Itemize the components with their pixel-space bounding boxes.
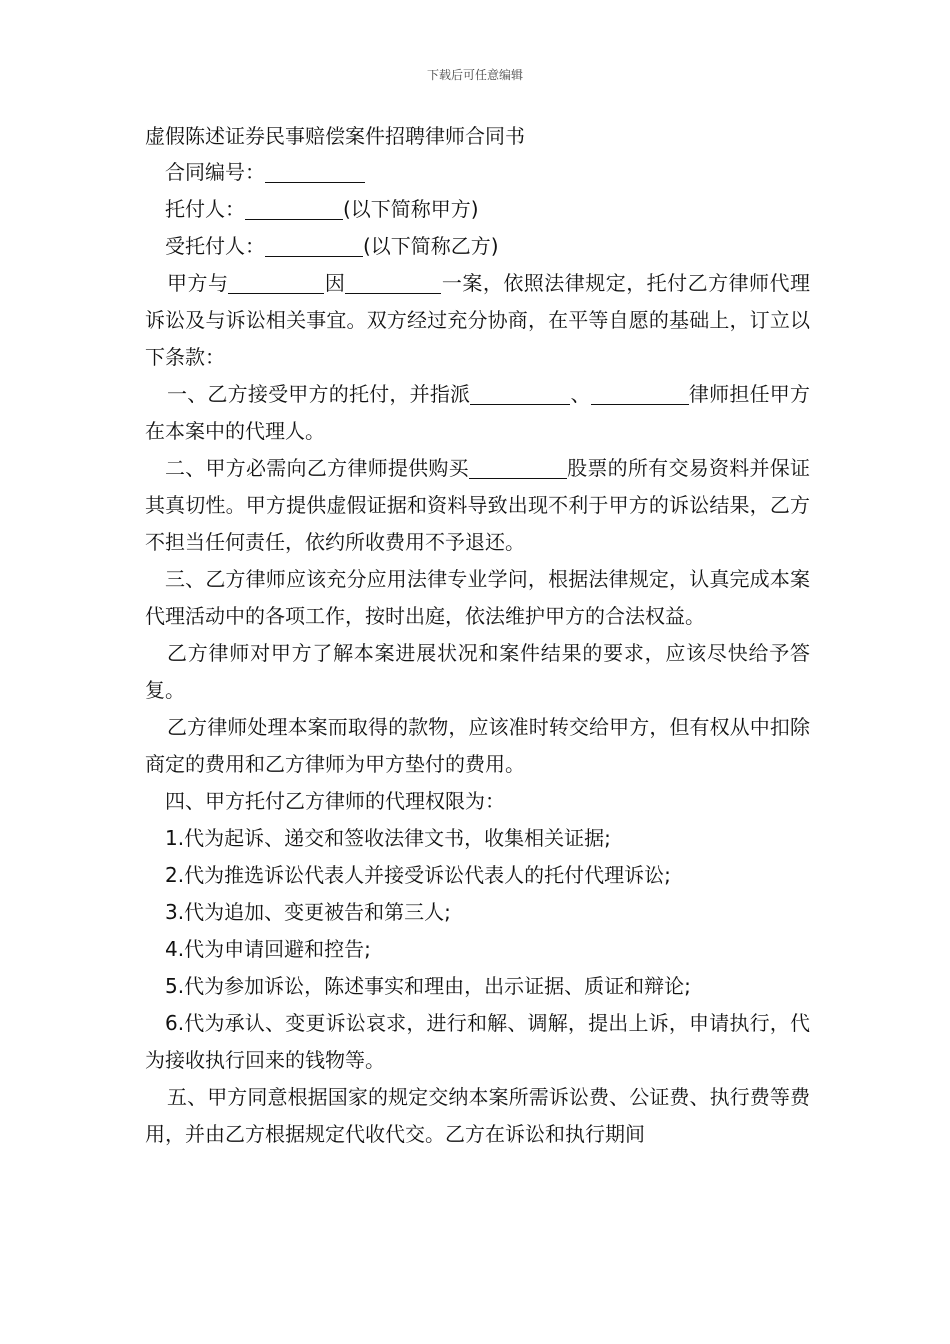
agent-label: 受托付人： <box>165 234 265 258</box>
clause-4-title: 四、甲方托付乙方律师的代理权限为： <box>165 789 505 813</box>
clause-3-paragraph: 三、乙方律师应该充分应用法律专业学问，根据法律规定，认真完成本案代理活动中的各项工作，按时出庭，依法维护甲方的合法权益。 <box>145 567 810 628</box>
clause-1-text-b: 、 <box>570 382 591 406</box>
intro-paragraph <box>145 265 810 376</box>
clause-1-paragraph <box>145 376 810 450</box>
clause-5-paragraph: 五、甲方同意根据国家的规定交纳本案所需诉讼费、公证费、执行费等费用，并由乙方根据规定代收代交。乙方在诉讼和执行期间 <box>145 1085 810 1146</box>
contract-number-blank <box>265 160 365 183</box>
authority-item-6: 6.代为承认、变更诉讼哀求，进行和解、调解，提出上诉，申请执行，代为接收执行回来的钱物等。 <box>145 1011 810 1072</box>
intro-party-blank <box>228 271 324 294</box>
stock-blank <box>469 456 567 479</box>
authority-item-3: 3.代为追加、变更被告和第三人; <box>165 900 451 924</box>
clause-3-paragraph-3: 乙方律师处理本案而取得的款物，应该准时转交给甲方，但有权从中扣除商定的费用和乙方律师为甲方垫付的费用。 <box>145 715 810 776</box>
authority-item-2: 2.代为推选诉讼代表人并接受诉讼代表人的托付代理诉讼; <box>165 863 671 887</box>
intro-case-blank <box>345 271 441 294</box>
document-title: 虚假陈述证券民事赔偿案件招聘律师合同书 <box>145 124 525 148</box>
lawyer-2-blank <box>591 382 689 405</box>
client-blank <box>245 197 343 220</box>
authority-item-5: 5.代为参加诉讼，陈述事实和理由，出示证据、质证和辩论; <box>165 974 691 998</box>
clause-2-text-a: 二、甲方必需向乙方律师提供购买 <box>165 456 469 480</box>
clause-3-paragraph-2: 乙方律师对甲方了解本案进展状况和案件结果的要求，应该尽快给予答复。 <box>145 641 810 702</box>
agent-suffix: (以下简称乙方) <box>363 234 499 258</box>
intro-text-a: 甲方与 <box>167 271 229 295</box>
authority-item-1: 1.代为起诉、递交和签收法律文书，收集相关证据; <box>165 826 611 850</box>
document-body <box>145 118 810 1153</box>
agent-blank <box>265 234 363 257</box>
header-note: 下载后可任意编辑 <box>426 68 523 82</box>
intro-text-c: 一案，依照法律规定，托付乙方律师代理诉讼及与诉讼相关事宜。双方经过充分协商，在平等自愿的基础上，订立以下条款： <box>145 271 811 369</box>
clause-2-text-b: 股票的所有交易资料并保证其真切性。甲方提供虚假证据和资料导致出现不利于甲方的诉讼结果，乙方不担当任何责任，依约所收费用不予退还。 <box>145 456 811 554</box>
intro-text-b: 因 <box>324 271 346 295</box>
clause-1-text-c: 律师担任甲方在本案中的代理人。 <box>145 382 811 443</box>
lawyer-1-blank <box>470 382 570 405</box>
agent-line <box>145 228 810 265</box>
contract-number-label: 合同编号： <box>165 160 265 184</box>
contract-number-line <box>145 154 810 191</box>
clause-1-text-a: 一、乙方接受甲方的托付，并指派 <box>167 382 471 406</box>
client-suffix: (以下简称甲方) <box>343 197 479 221</box>
client-label: 托付人： <box>165 197 245 221</box>
authority-item-4: 4.代为申请回避和控告; <box>165 937 371 961</box>
clause-2-paragraph <box>145 450 810 561</box>
client-line <box>145 191 810 228</box>
